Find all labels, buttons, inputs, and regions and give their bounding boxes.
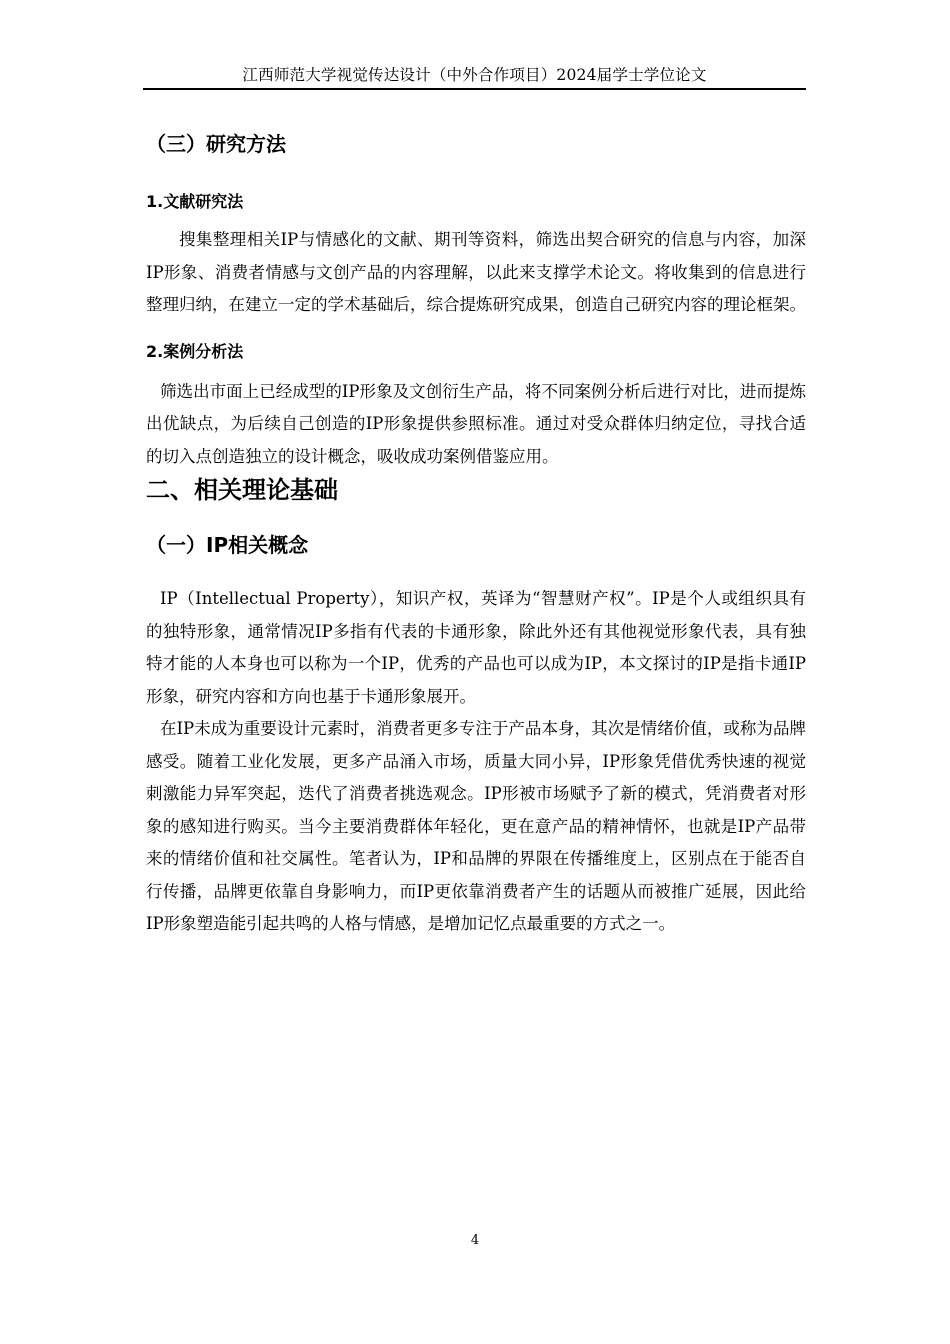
page-number: 4 [470, 1233, 480, 1248]
chapter-heading-theory: 二、相关理论基础 [146, 476, 338, 504]
subheading-case-analysis: 2.案例分析法 [146, 341, 244, 361]
section-heading-ip-concepts: （一）IP相关概念 [146, 533, 309, 557]
running-header: 江西师范大学视觉传达设计（中外合作项目）2024届学士学位论文 [143, 64, 806, 90]
paragraph-literature-research: 搜集整理相关IP与情感化的文献、期刊等资料，筛选出契合研究的信息与内容，加深IP形象、消费者情感与文创产品的内容理解，以此来支撑学术论文。将收集到的信息进行整理归纳，在建立一定的学术基础后，综合提炼研究成果，创造自己研究内容的理论框架。 [146, 230, 806, 314]
page-body [146, 120, 806, 941]
paragraph-ip-market: 在IP未成为重要设计元素时，消费者更多专注于产品本身，其次是情绪价值，或称为品牌感受。随着工业化发展，更多产品涌入市场，质量大同小异，IP形象凭借优秀快速的视觉刺激能力异军突起，迭代了消费者挑选观念。IP形被市场赋予了新的模式，凭消费者对形象的感知进行购买。当今主要消费群体年轻化，更在意产品的精神情怀，也就是IP产品带来的情绪价值和社交属性。笔者认为，IP和品牌的界限在传播维度上，区别点在于能否自行传播，品牌更依靠自身影响力，而IP更依靠消费者产生的话题从而被推广延展，因此给IP形象塑造能引起共鸣的人格与情感，是增加记忆点最重要的方式之一。 [146, 719, 806, 933]
section-heading-research-methods: （三）研究方法 [146, 132, 286, 156]
paragraph-ip-definition: IP（Intellectual Property），知识产权，英译为“智慧财产权”。IP是个人或组织具有的独特形象，通常情况IP多指有代表的卡通形象，除此外还有其他视觉形象代表，具有独特才能的人本身也可以称为一个IP，优秀的产品也可以成为IP，本文探讨的IP是指卡通IP形象，研究内容和方向也基于卡通形象展开。 [146, 589, 806, 706]
subheading-literature-research: 1.文献研究法 [146, 192, 244, 211]
paragraph-case-analysis: 筛选出市面上已经成型的IP形象及文创衍生产品，将不同案例分析后进行对比，进而提炼出优缺点，为后续自己创造的IP形象提供参照标准。通过对受众群体归纳定位，寻找合适的切入点创造独立的设计概念，吸收成功案例借鉴应用。 [146, 381, 806, 466]
